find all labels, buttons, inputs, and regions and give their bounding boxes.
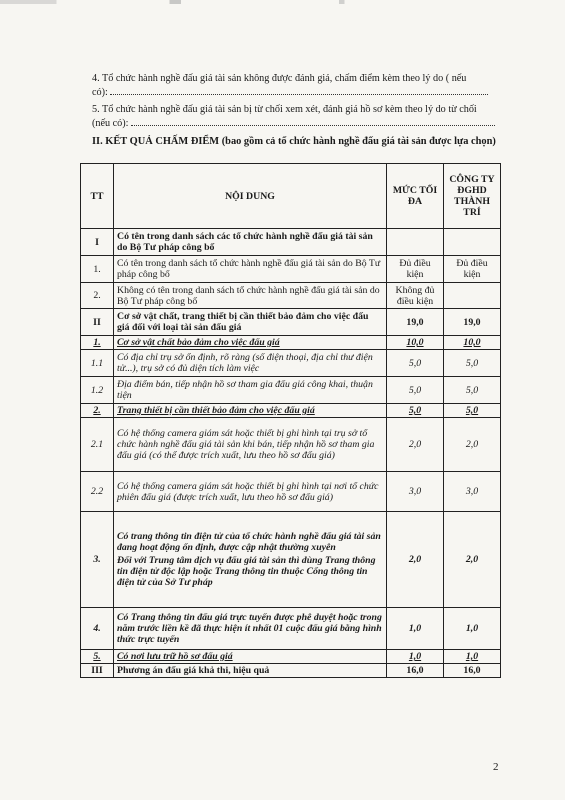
cell-max: Không đủ điều kiện: [387, 283, 444, 309]
cell-score: 10,0: [444, 336, 501, 350]
table-row: [81, 350, 501, 377]
table-row: [81, 377, 501, 404]
cell-tt: III: [81, 664, 114, 678]
cell-max: 10,0: [387, 336, 444, 350]
cell-score: 2,0: [444, 418, 501, 472]
header-content: NỘI DUNG: [114, 164, 387, 229]
cell-max: Đủ điều kiện: [387, 256, 444, 283]
cell-max: 2,0: [387, 418, 444, 472]
cell-score: 1,0: [444, 608, 501, 650]
cell-score: 2,0: [444, 512, 501, 608]
cell-max: 1,0: [387, 650, 444, 664]
cell-max: [387, 229, 444, 256]
cell-content: Có nơi lưu trữ hồ sơ đấu giá: [114, 650, 387, 664]
cell-content: Cơ sở vật chất bảo đảm cho việc đấu giá: [114, 336, 387, 350]
cell-max: 19,0: [387, 309, 444, 336]
table-row: [81, 472, 501, 512]
cell-content: Phương án đấu giá khả thi, hiệu quả: [114, 664, 387, 678]
cell-max: 2,0: [387, 512, 444, 608]
cell-tt: 2.: [81, 283, 114, 309]
cell-score: 5,0: [444, 350, 501, 377]
cell-tt: 2.2: [81, 472, 114, 512]
cell-max: 5,0: [387, 404, 444, 418]
cell-score: [444, 283, 501, 309]
cell-tt: 2.1: [81, 418, 114, 472]
scan-artifact: [0, 0, 565, 4]
table-row: [81, 664, 501, 678]
paragraph-5-line1: 5. Tổ chức hành nghề đấu giá tài sản bị từ chối xem xét, đánh giá hồ sơ kèm theo lý do từ chối: [92, 104, 477, 115]
cell-content: [114, 512, 387, 608]
cell-tt: 1.: [81, 336, 114, 350]
cell-tt: 1.: [81, 256, 114, 283]
header-tt: TT: [81, 164, 114, 229]
score-table: [80, 163, 501, 678]
cell-content: Cơ sở vật chất, trang thiết bị cần thiết bảo đảm cho việc đấu giá đối với loại tài sản đấu giá: [114, 309, 387, 336]
cell-tt: 1.1: [81, 350, 114, 377]
cell-content: Có tên trong danh sách các tổ chức hành nghề đấu giá tài sản do Bộ Tư pháp công bố: [114, 229, 387, 256]
paragraph-5-line2: (nếu có):: [92, 117, 502, 131]
cell-content: Trang thiết bị cần thiết bảo đảm cho việc đấu giá: [114, 404, 387, 418]
paragraph-4-line2: có):: [92, 86, 502, 100]
section-heading: II. KẾT QUẢ CHẤM ĐIỂM (bao gồm cả tổ chức hành nghề đấu giá tài sản được lựa chọn): [92, 136, 496, 147]
cell-score: 1,0: [444, 650, 501, 664]
cell-tt: 5.: [81, 650, 114, 664]
cell-tt: 2.: [81, 404, 114, 418]
table-row: [81, 336, 501, 350]
cell-tt: 4.: [81, 608, 114, 650]
page-number: 2: [493, 761, 499, 773]
table-row: [81, 256, 501, 283]
table-row: [81, 404, 501, 418]
cell-score: 19,0: [444, 309, 501, 336]
cell-max: 1,0: [387, 608, 444, 650]
cell-score: 5,0: [444, 377, 501, 404]
cell-score: [444, 229, 501, 256]
cell-content-part-a: Có trang thông tin điện tử của tổ chức hành nghề đấu giá tài sản đang hoạt động ổn định, được cập nhật thường xuyên: [117, 531, 381, 553]
cell-score: 3,0: [444, 472, 501, 512]
table-row: [81, 229, 501, 256]
cell-content: Có hệ thống camera giám sát hoặc thiết bị ghi hình tại trụ sở tổ chức hành nghề đấu giá tài sản khi bán, tiếp nhận hồ sơ tham gia đấu giá (có thể được trích xuất, lưu theo hồ sơ đấu giá): [114, 418, 387, 472]
cell-score: 16,0: [444, 664, 501, 678]
cell-content: Có tên trong danh sách tổ chức hành nghề đấu giá tài sản do Bộ Tư pháp công bố: [114, 256, 387, 283]
paragraph-4-line1: 4. Tổ chức hành nghề đấu giá tài sản không được đánh giá, chấm điểm kèm theo lý do ( nếu: [92, 73, 467, 84]
cell-max: 5,0: [387, 377, 444, 404]
header-company: CÔNG TY ĐGHD THÀNH TRÍ: [444, 164, 501, 229]
cell-tt: II: [81, 309, 114, 336]
cell-content-part-b: Đối với Trung tâm dịch vụ đấu giá tài sản thì dùng Trang thông tin điện tử độc lập hoặc Trang thông tin thuộc Cổng thông tin điện tử của Sở Tư pháp: [117, 555, 376, 588]
cell-score: Đủ điều kiện: [444, 256, 501, 283]
cell-max: 16,0: [387, 664, 444, 678]
cell-content: Có hệ thống camera giám sát hoặc thiết bị ghi hình tại nơi tổ chức phiên đấu giá (được trích xuất, lưu theo hồ sơ đấu giá): [114, 472, 387, 512]
cell-max: 5,0: [387, 350, 444, 377]
table-row: [81, 309, 501, 336]
cell-tt: I: [81, 229, 114, 256]
cell-content: Không có tên trong danh sách tổ chức hành nghề đấu giá tài sản do Bộ Tư pháp công bố: [114, 283, 387, 309]
cell-content: Có Trang thông tin đấu giá trực tuyến được phê duyệt hoặc trong năm trước liền kề đã thực hiện ít nhất 01 cuộc đấu giá bằng hình thức trực tuyến: [114, 608, 387, 650]
table-row: [81, 608, 501, 650]
table-row: [81, 512, 501, 608]
cell-tt: 3.: [81, 512, 114, 608]
cell-tt: 1.2: [81, 377, 114, 404]
header-max: MỨC TỐI ĐA: [387, 164, 444, 229]
table-row: [81, 650, 501, 664]
paragraph-4: [92, 73, 502, 99]
cell-content: Có địa chỉ trụ sở ổn định, rõ ràng (số điện thoại, địa chỉ thư điện tử...), trụ sở có đủ diện tích làm việc: [114, 350, 387, 377]
cell-content: Địa điểm bán, tiếp nhận hồ sơ tham gia đấu giá công khai, thuận tiện: [114, 377, 387, 404]
table-header-row: [81, 164, 501, 229]
table-row: [81, 418, 501, 472]
cell-score: 5,0: [444, 404, 501, 418]
cell-max: 3,0: [387, 472, 444, 512]
table-row: [81, 283, 501, 309]
paragraph-5: [92, 104, 502, 130]
